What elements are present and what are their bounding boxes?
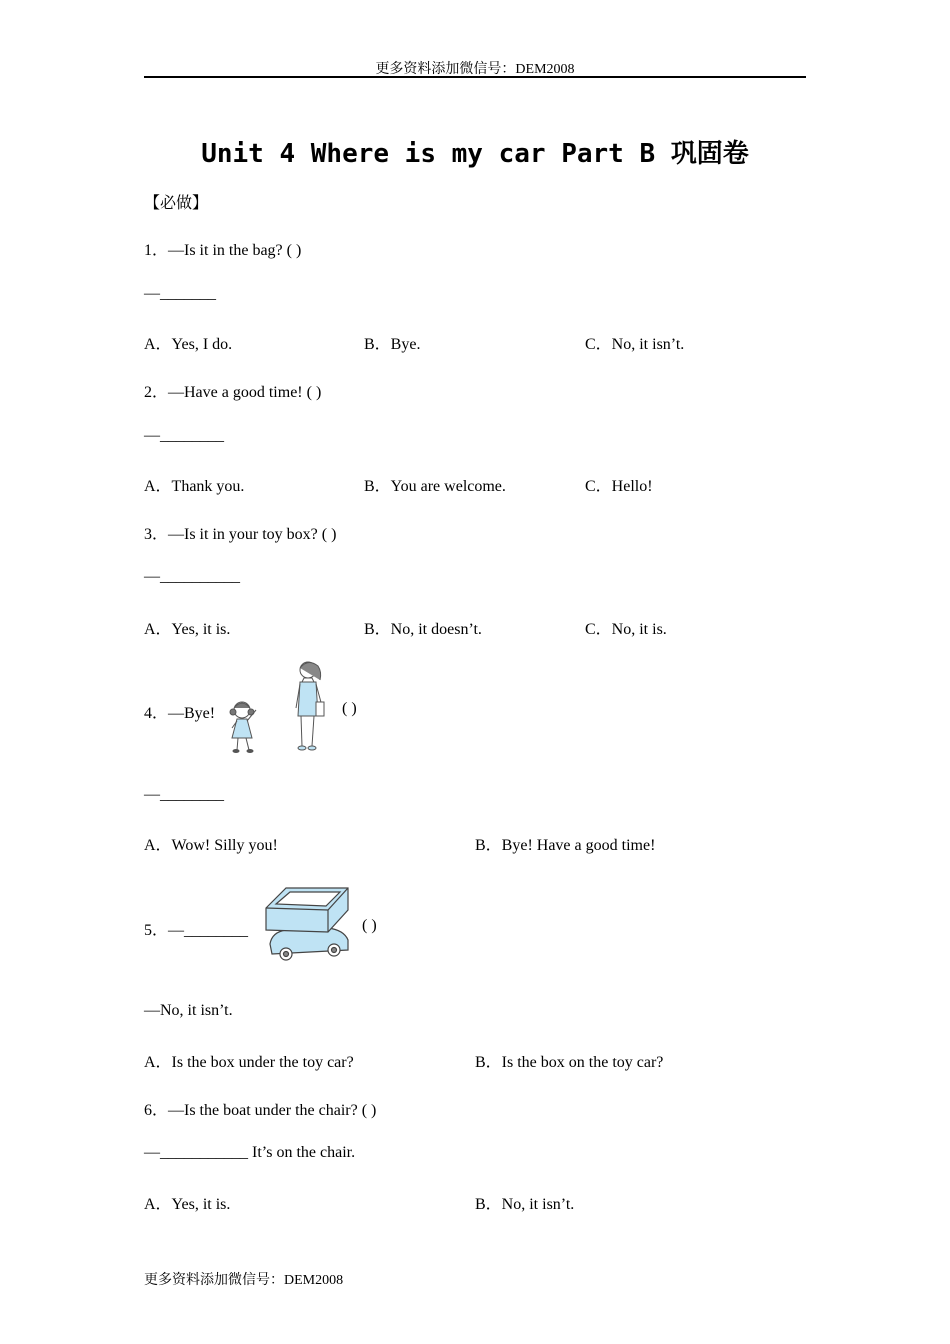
question-4-bracket: ( )	[342, 700, 357, 717]
question-1-stem: 1．—Is it in the bag? ( )	[144, 242, 302, 259]
question-5-bracket: ( )	[362, 917, 377, 934]
question-2-option-b: B．You are welcome.	[364, 478, 506, 495]
question-4-answer-line: —________	[144, 786, 224, 803]
question-3-option-b: B．No, it doesn’t.	[364, 621, 482, 638]
question-4-option-b: B．Bye! Have a good time!	[475, 837, 656, 854]
question-3-option-c: C．No, it is.	[585, 621, 667, 638]
question-2-answer-line: —________	[144, 427, 224, 444]
question-1-option-b: B．Bye.	[364, 336, 421, 353]
box-on-toy-car-illustration	[262, 884, 352, 964]
question-3-stem: 3．—Is it in your toy box? ( )	[144, 526, 337, 543]
question-6-stem: 6．—Is the boat under the chair? ( )	[144, 1102, 377, 1119]
question-2-option-c: C．Hello!	[585, 478, 653, 495]
question-6-option-b: B．No, it isn’t.	[475, 1196, 575, 1213]
header-divider	[144, 76, 806, 78]
section-label: 【必做】	[144, 195, 209, 212]
page-header: 更多资料添加微信号：DEM2008	[375, 62, 575, 77]
question-1-option-c: C．No, it isn’t.	[585, 336, 685, 353]
question-5-option-b: B．Is the box on the toy car?	[475, 1054, 664, 1071]
girl-and-woman-waving-illustration	[224, 658, 332, 756]
question-4-option-a: A．Wow! Silly you!	[144, 837, 278, 854]
question-4-stem: 4．—Bye!	[144, 705, 216, 722]
question-2-option-a: A．Thank you.	[144, 478, 245, 495]
question-3-option-a: A．Yes, it is.	[144, 621, 231, 638]
worksheet-title: Unit 4 Where is my car Part B 巩固卷	[201, 139, 749, 169]
question-1-option-a: A．Yes, I do.	[144, 336, 233, 353]
question-3-answer-line: —__________	[144, 568, 240, 585]
question-2-stem: 2．—Have a good time! ( )	[144, 384, 322, 401]
question-5-answer-line: —No, it isn’t.	[144, 1002, 233, 1019]
question-5-option-a: A．Is the box under the toy car?	[144, 1054, 354, 1071]
question-6-answer-line: —___________ It’s on the chair.	[144, 1144, 356, 1161]
question-1-answer-line: —_______	[144, 285, 216, 302]
page-footer: 更多资料添加微信号：DEM2008	[144, 1273, 344, 1288]
question-5-stem: 5．—________	[144, 922, 249, 939]
question-6-option-a: A．Yes, it is.	[144, 1196, 231, 1213]
